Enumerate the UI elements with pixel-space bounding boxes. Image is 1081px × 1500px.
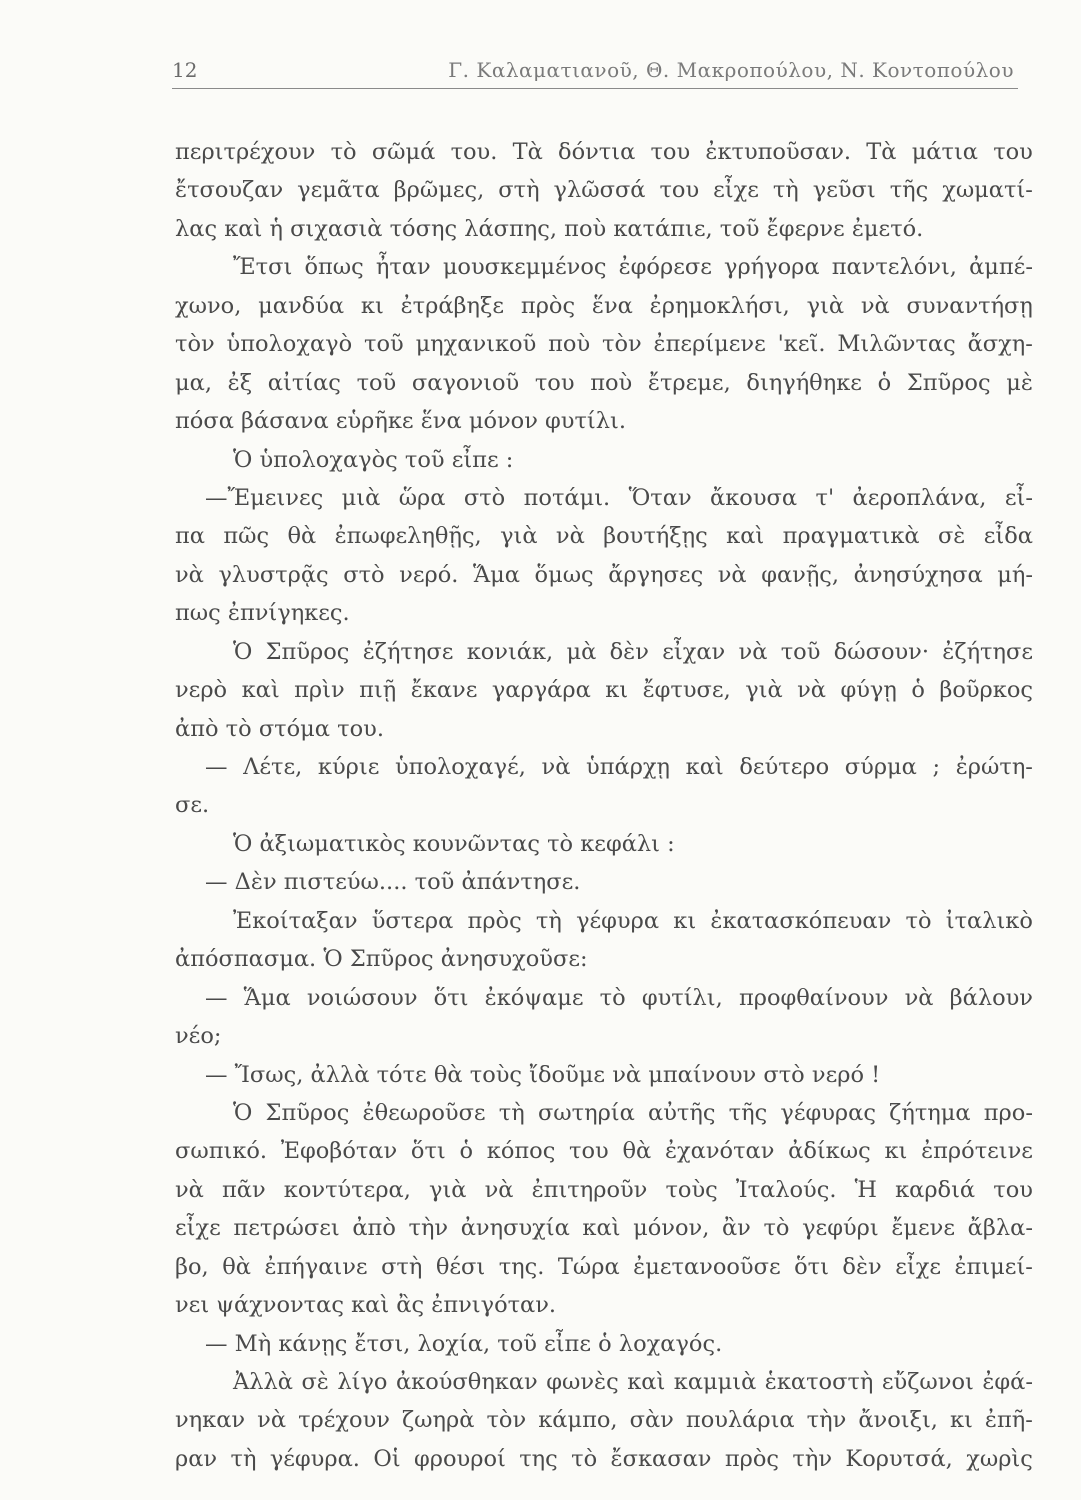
text-line: χωνο, μανδύα κι ἐτράβηξε πρὸς ἕνα ἐρημοκλήσι, γιὰ νὰ συναντήσῃ [175, 292, 1033, 319]
text-line: νει ψάχνοντας καὶ ἂς ἐπνιγόταν. [175, 1292, 557, 1319]
text-line: τὸν ὑπολοχαγὸ τοῦ μηχανικοῦ ποὺ τὸν ἐπερίμενε 'κεῖ. Μιλῶντας ἄσχη- [175, 331, 1033, 358]
text-line: βο, θὰ ἐπήγαινε στὴ θέσι της. Τώρα ἐμετανοοῦσε ὅτι δὲν εἶχε ἐπιμεί- [175, 1253, 1033, 1280]
text-line: — Δὲν πιστεύω.... τοῦ ἀπάντησε. [205, 869, 581, 896]
text-line: πως ἐπνίγηκες. [175, 600, 350, 627]
text-line: σωπικό. Ἐφοβόταν ὅτι ὁ κόπος του θὰ ἐχανόταν ἀδίκως κι ἐπρότεινε [175, 1138, 1033, 1165]
text-line: Ἔτσι ὅπως ἦταν μουσκεμμένος ἐφόρεσε γρήγορα παντελόνι, ἀμπέ- [233, 254, 1033, 281]
text-line: — Λέτε, κύριε ὑπολοχαγέ, νὰ ὑπάρχῃ καὶ δεύτερο σύρμα ; ἐρώτη- [205, 754, 1033, 780]
text-line: ραν τὴ γέφυρα. Οἱ φρουροί της τὸ ἔσκασαν πρὸς τὴν Κορυτσά, χωρὶς [175, 1445, 1033, 1472]
text-line: νηκαν νὰ τρέχουν ζωηρὰ τὸν κάμπο, σὰν πουλάρια τὴν ἄνοιξι, κι ἐπῆ- [175, 1407, 1033, 1434]
text-line: νὰ γλυστρᾷς στὸ νερό. Ἅμα ὅμως ἄργησες νὰ φανῇς, ἀνησύχησα μή- [175, 561, 1033, 588]
text-line: εἶχε πετρώσει ἀπὸ τὴν ἀνησυχία καὶ μόνον, ἂν τὸ γεφύρι ἔμενε ἄβλα- [175, 1215, 1033, 1242]
text-line: περιτρέχουν τὸ σῶμά του. Τὰ δόντια του ἐκτυποῦσαν. Τὰ μάτια του [175, 139, 1033, 165]
text-line: νέο; [175, 1023, 222, 1050]
text-line: σε. [175, 792, 210, 819]
text-line: Ἐκοίταξαν ὕστερα πρὸς τὴ γέφυρα κι ἐκατασκόπευαν τὸ ἰταλικὸ [233, 907, 1033, 934]
text-line: ἔτσουζαν γεμᾶτα βρῶμες, στὴ γλῶσσά του εἶχε τὴ γεῦσι τῆς χωματί- [175, 177, 1033, 204]
page-header [172, 58, 1018, 89]
page-number: 12 [172, 58, 198, 82]
running-title: Γ. Καλαματιανοῦ, Θ. Μακροπούλου, Ν. Κοντοπούλου [448, 58, 1014, 82]
text-line: Ὁ Σπῦρος ἐθεωροῦσε τὴ σωτηρία αὐτῆς τῆς γέφυρας ζήτημα προ- [233, 1099, 1033, 1126]
body-text [175, 133, 1033, 1478]
text-line: νὰ πᾶν κοντύτερα, γιὰ νὰ ἐπιτηροῦν τοὺς Ἰταλούς. Ἡ καρδιά του [175, 1176, 1033, 1203]
text-line: — Ἴσως, ἀλλὰ τότε θὰ τοὺς ἴδοῦμε νὰ μπαίνουν στὸ νερό ! [205, 1061, 881, 1088]
text-line: πόσα βάσανα εὑρῆκε ἕνα μόνον φυτίλι. [175, 408, 626, 435]
text-line: Ὁ ὑπολοχαγὸς τοῦ εἶπε : [233, 446, 514, 473]
text-line: πα πῶς θὰ ἐπωφεληθῇς, γιὰ νὰ βουτήξῃς καὶ πραγματικὰ σὲ εἶδα [175, 523, 1033, 550]
text-line: ἀπὸ τὸ στόμα του. [175, 715, 384, 742]
text-line: λας καὶ ἡ σιχασιὰ τόσης λάσπης, ποὺ κατάπιε, τοῦ ἔφερνε ἐμετό. [175, 215, 924, 242]
text-line: Ὁ ἀξιωματικὸς κουνῶντας τὸ κεφάλι : [233, 830, 675, 857]
text-line: ἀπόσπασμα. Ὁ Σπῦρος ἀνησυχοῦσε: [175, 946, 588, 973]
text-line: Ἀλλὰ σὲ λίγο ἀκούσθηκαν φωνὲς καὶ καμμιὰ ἑκατοστὴ εὔζωνοι ἐφά- [233, 1369, 1033, 1395]
text-line: Ὁ Σπῦρος ἐζήτησε κονιάκ, μὰ δὲν εἶχαν νὰ τοῦ δώσουν· ἐζήτησε [233, 638, 1033, 665]
text-line: — Ἅμα νοιώσουν ὅτι ἐκόψαμε τὸ φυτίλι, προφθαίνουν νὰ βάλουν [205, 984, 1033, 1011]
text-line: —Ἔμεινες μιὰ ὥρα στὸ ποτάμι. Ὅταν ἄκουσα τ' ἀεροπλάνα, εἶ- [205, 484, 1033, 511]
text-line: — Μὴ κάνῃς ἔτσι, λοχία, τοῦ εἶπε ὁ λοχαγός. [205, 1330, 723, 1357]
text-line: μα, ἐξ αἰτίας τοῦ σαγονιοῦ του ποὺ ἔτρεμε, διηγήθηκε ὁ Σπῦρος μὲ [175, 369, 1033, 396]
text-line: νερὸ καὶ πρὶν πιῇ ἔκανε γαργάρα κι ἔφτυσε, γιὰ νὰ φύγῃ ὁ βοῦρκος [175, 677, 1033, 704]
